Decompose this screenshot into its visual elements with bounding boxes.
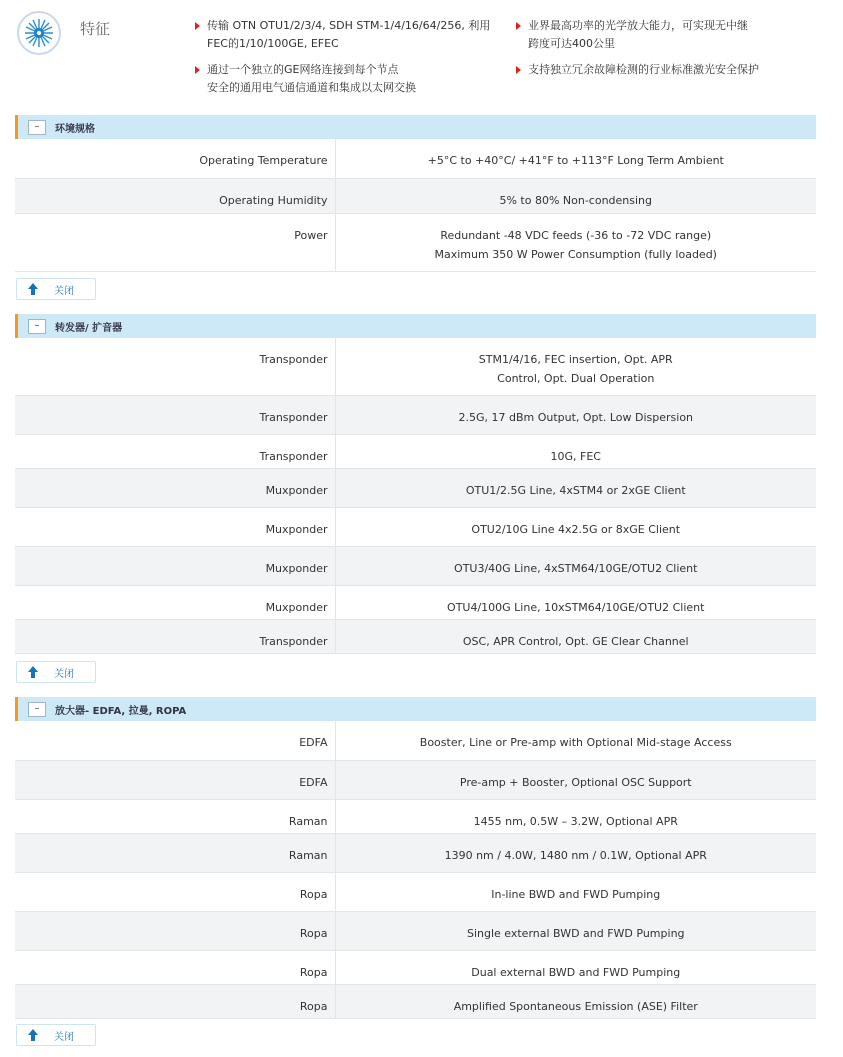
- features-title: 特征: [80, 20, 111, 38]
- row-value: 5% to 80% Non-condensing: [499, 193, 653, 207]
- spec-table-amplifiers: [15, 721, 816, 1019]
- row-value: Single external BWD and FWD Pumping: [466, 926, 685, 940]
- row-label: Raman: [15, 833, 335, 872]
- table-row: [15, 799, 816, 833]
- table-row: [15, 178, 816, 213]
- row-label: Operating Temperature: [15, 139, 335, 178]
- table-row: [15, 872, 816, 911]
- table-row: [15, 213, 816, 271]
- row-label: Ropa: [15, 911, 335, 950]
- collapse-toggle-button[interactable]: –: [28, 319, 46, 334]
- row-value: OTU1/2.5G Line, 4xSTM4 or 2xGE Client: [465, 483, 686, 497]
- table-row: [15, 911, 816, 950]
- row-value: 10G, FEC: [550, 449, 601, 463]
- row-label: Operating Humidity: [15, 178, 335, 213]
- row-value: In-line BWD and FWD Pumping: [491, 887, 661, 901]
- table-row: [15, 507, 816, 546]
- laser-burst-icon: [17, 11, 61, 55]
- section-header-amplifiers[interactable]: [15, 697, 816, 721]
- section-header-transponders[interactable]: [15, 314, 816, 338]
- features-panel: [0, 0, 843, 100]
- table-row: [15, 721, 816, 760]
- red-arrow-icon: [195, 22, 200, 30]
- row-value: 1390 nm / 4.0W, 1480 nm / 0.1W, Optional APR: [444, 848, 707, 862]
- table-row: [15, 619, 816, 653]
- row-label: Transponder: [15, 619, 335, 653]
- table-row: [15, 395, 816, 434]
- row-value: OTU3/40G Line, 4xSTM64/10GE/OTU2 Client: [454, 561, 698, 575]
- collapse-toggle-button[interactable]: –: [28, 120, 46, 135]
- close-section-button[interactable]: 关闭: [16, 278, 96, 300]
- table-row: [15, 338, 816, 395]
- close-section-button[interactable]: 关闭: [16, 661, 96, 683]
- table-row: [15, 950, 816, 984]
- feature-item: 业界最高功率的光学放大能力，可实现无中继 跨度可达400公里: [516, 17, 748, 53]
- row-value: 1455 nm, 0.5W – 3.2W, Optional APR: [473, 814, 678, 828]
- row-label: Muxponder: [15, 585, 335, 619]
- row-label: EDFA: [15, 760, 335, 799]
- red-arrow-icon: [516, 22, 521, 30]
- table-row: [15, 434, 816, 468]
- row-value: Pre-amp + Booster, Optional OSC Support: [459, 775, 692, 789]
- section-header-environment[interactable]: [15, 115, 816, 139]
- feature-item: 通过一个独立的GE网络连接到每个节点 安全的通用电气通信通道和集成以太网交换: [195, 61, 416, 97]
- spec-table-transponders: [15, 338, 816, 654]
- row-label: EDFA: [15, 721, 335, 760]
- row-label: Ropa: [15, 950, 335, 984]
- row-label: Transponder: [15, 434, 335, 468]
- row-label: Power: [15, 213, 335, 271]
- row-value: Booster, Line or Pre-amp with Optional Mid-stage Access: [419, 736, 732, 749]
- table-row: [15, 760, 816, 799]
- row-value: Amplified Spontaneous Emission (ASE) Filter: [453, 999, 698, 1013]
- row-value: Redundant -48 VDC feeds (-36 to -72 VDC range) Maximum 350 W Power Consumption (fully loaded): [434, 228, 717, 261]
- row-label: Transponder: [15, 338, 335, 395]
- row-value: STM1/4/16, FEC insertion, Opt. APR Control, Opt. Dual Operation: [478, 353, 673, 385]
- row-value: OSC, APR Control, Opt. GE Clear Channel: [462, 634, 689, 648]
- row-label: Ropa: [15, 984, 335, 1018]
- row-value: OTU2/10G Line 4x2.5G or 8xGE Client: [471, 522, 681, 536]
- arrow-up-icon: [27, 1029, 39, 1041]
- row-value: OTU4/100G Line, 10xSTM64/10GE/OTU2 Client: [447, 600, 705, 614]
- arrow-up-icon: [27, 283, 39, 295]
- section-title: 转发器/ 扩音器: [55, 322, 123, 334]
- table-row: [15, 585, 816, 619]
- spec-table-environment: [15, 139, 816, 272]
- row-label: Muxponder: [15, 507, 335, 546]
- row-label: Muxponder: [15, 546, 335, 585]
- row-label: Transponder: [15, 395, 335, 434]
- section-title: 环境规格: [55, 123, 95, 135]
- collapse-toggle-button[interactable]: –: [28, 702, 46, 717]
- red-arrow-icon: [195, 66, 200, 74]
- close-section-button[interactable]: 关闭: [16, 1024, 96, 1046]
- row-value: Dual external BWD and FWD Pumping: [471, 965, 681, 979]
- row-label: Raman: [15, 799, 335, 833]
- table-row: [15, 546, 816, 585]
- row-value: 2.5G, 17 dBm Output, Opt. Low Dispersion: [458, 410, 694, 424]
- section-title: 放大器- EDFA, 拉曼, ROPA: [55, 705, 187, 717]
- feature-item: 传输 OTN OTU1/2/3/4, SDH STM-1/4/16/64/256, 利用 FEC的1/10/100GE, EFEC: [195, 17, 490, 53]
- arrow-up-icon: [27, 666, 39, 678]
- row-label: Ropa: [15, 872, 335, 911]
- row-value: +5°C to +40°C/ +41°F to +113°F Long Term Ambient: [427, 154, 724, 167]
- table-row: [15, 984, 816, 1018]
- row-label: Muxponder: [15, 468, 335, 507]
- red-arrow-icon: [516, 66, 521, 74]
- feature-item: 支持独立冗余故障检测的行业标准激光安全保护: [516, 61, 759, 79]
- table-row: [15, 139, 816, 178]
- table-row: [15, 833, 816, 872]
- table-row: [15, 468, 816, 507]
